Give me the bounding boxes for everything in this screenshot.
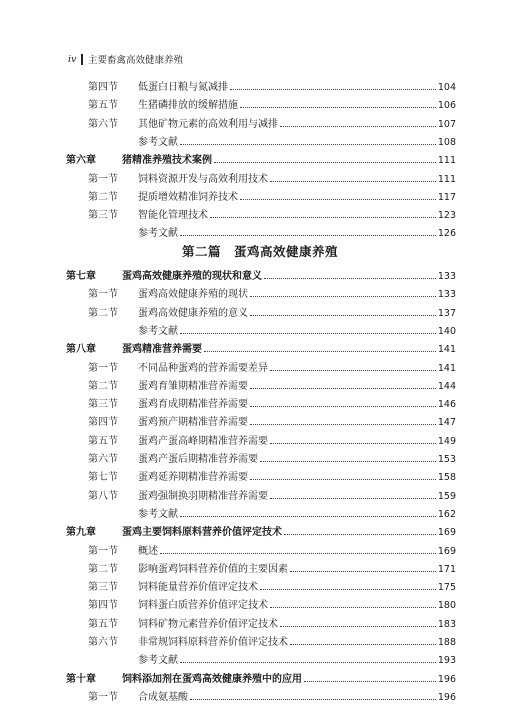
entry-number: 第六章: [66, 155, 96, 167]
entry-number: 第六节: [88, 637, 118, 648]
entry-title: 提质增效精准饲养技术: [138, 191, 238, 203]
toc-chapter-entry[interactable]: [66, 526, 456, 540]
entry-number: 第二节: [88, 191, 118, 203]
entry-number: 第一节: [88, 173, 118, 185]
toc-section-entry[interactable]: [88, 636, 456, 650]
entry-title: 低蛋白日粮与氮减排: [138, 82, 228, 93]
entry-number: 第五节: [88, 100, 118, 112]
entry-number: 第一节: [88, 362, 118, 374]
toc-section-entry[interactable]: [88, 545, 456, 559]
toc-chapter-entry[interactable]: [66, 154, 456, 168]
entry-number: 第二节: [88, 563, 118, 575]
dot-leader: [240, 199, 436, 200]
entry-title: 概述: [138, 545, 158, 557]
entry-page-number: 126: [437, 228, 456, 240]
entry-page-number: 159: [437, 490, 456, 502]
dot-leader: [204, 351, 436, 352]
toc-section-entry[interactable]: [88, 209, 456, 223]
entry-page-number: 140: [437, 325, 456, 337]
toc-section-entry[interactable]: [88, 490, 456, 504]
entry-page-number: 146: [437, 399, 456, 411]
toc-section-entry[interactable]: [88, 362, 456, 376]
entry-page-number: 133: [437, 271, 456, 282]
entry-number: 第一节: [88, 289, 118, 301]
running-header: [68, 52, 183, 66]
entry-number: 第一节: [88, 545, 118, 557]
entry-number: 第七节: [88, 472, 118, 484]
toc-section-entry[interactable]: [88, 380, 456, 394]
entry-title: 蛋鸡主要饲料原料营养价值评定技术: [122, 527, 282, 539]
entry-title: 蛋鸡高效健康养殖的现状和意义: [122, 271, 262, 282]
entry-page-number: 193: [437, 655, 456, 667]
toc-section-entry[interactable]: [88, 136, 456, 150]
entry-number: 第二节: [88, 307, 118, 319]
entry-number: 第四节: [88, 417, 118, 429]
entry-number: 第四节: [88, 82, 118, 93]
entry-title: 参考文献: [138, 136, 178, 148]
entry-page-number: 117: [437, 191, 456, 203]
entry-title: 智能化管理技术: [138, 210, 208, 222]
entry-title: 蛋鸡产蛋高峰期精准营养需要: [138, 435, 268, 447]
entry-title: 饲料资源开发与高效利用技术: [138, 173, 268, 185]
entry-number: 第三节: [88, 210, 118, 222]
dot-leader: [180, 662, 436, 663]
entry-title: 饲料矿物元素营养价值评定技术: [138, 618, 278, 630]
entry-page-number: 123: [437, 210, 456, 222]
entry-page-number: 169: [437, 527, 456, 539]
entry-page-number: 111: [437, 173, 456, 185]
toc-section-entry[interactable]: [88, 563, 456, 577]
entry-number: 第五节: [88, 435, 118, 447]
entry-title: 非常规饲料原料营养价值评定技术: [138, 637, 288, 648]
dot-leader: [270, 498, 436, 499]
toc-section-entry[interactable]: [88, 416, 456, 430]
entry-title: 生猪磷排放的缓解措施: [138, 100, 238, 112]
entry-number: 第八章: [66, 344, 96, 356]
dot-leader: [210, 217, 436, 218]
dot-leader: [250, 424, 436, 425]
entry-number: 第二节: [88, 380, 118, 392]
dot-leader: [190, 699, 436, 700]
toc-section-entry[interactable]: [88, 435, 456, 449]
entry-title: 蛋鸡预产期精准营养需要: [138, 417, 248, 429]
dot-leader: [260, 461, 436, 462]
entry-title: 参考文献: [138, 325, 178, 337]
entry-page-number: 162: [437, 508, 456, 520]
entry-page-number: 149: [437, 435, 456, 447]
dot-leader: [270, 370, 436, 371]
entry-title: 蛋鸡育雏期精准营养需要: [138, 380, 248, 392]
toc-section-entry[interactable]: [88, 618, 456, 632]
entry-title: 蛋鸡强制换羽期精准营养需要: [138, 490, 268, 502]
page-number: iv: [68, 53, 77, 65]
entry-page-number: 169: [437, 545, 456, 557]
dot-leader: [270, 181, 436, 182]
entry-title: 不同品种蛋鸡的营养需要差异: [138, 362, 268, 374]
entry-number: 第六节: [88, 118, 118, 130]
dot-leader: [180, 144, 436, 145]
toc-section-entry[interactable]: [88, 398, 456, 412]
entry-title: 蛋鸡高效健康养殖的意义: [138, 307, 248, 319]
entry-title: 饲料蛋白质营养价值评定技术: [138, 600, 268, 612]
entry-title: 影响蛋鸡饲料营养价值的主要因素: [138, 563, 288, 575]
entry-page-number: 107: [437, 118, 456, 130]
dot-leader: [280, 126, 436, 127]
header-divider: [81, 54, 83, 65]
entry-page-number: 141: [437, 344, 456, 356]
entry-page-number: 108: [437, 136, 456, 148]
entry-page-number: 196: [437, 673, 456, 685]
toc-section-entry[interactable]: [88, 599, 456, 613]
entry-number: 第六节: [88, 454, 118, 465]
toc-section-entry[interactable]: [88, 288, 456, 302]
toc-section-entry[interactable]: [88, 581, 456, 595]
toc-chapter-entry[interactable]: [66, 270, 456, 284]
toc-section-entry[interactable]: [88, 471, 456, 485]
entry-page-number: 137: [437, 307, 456, 319]
entry-title: 其他矿物元素的高效利用与减排: [138, 118, 278, 130]
toc-section-entry[interactable]: [88, 508, 456, 522]
part-heading: 第二篇 蛋鸡高效健康养殖: [181, 244, 338, 259]
toc-section-entry[interactable]: [88, 191, 456, 205]
dot-leader: [270, 443, 436, 444]
entry-title: 蛋鸡产蛋后期精准营养需要: [138, 454, 258, 465]
toc-chapter-entry[interactable]: [66, 673, 456, 687]
dot-leader: [264, 278, 436, 279]
entry-title: 蛋鸡高效健康养殖的现状: [138, 289, 248, 301]
dot-leader: [250, 315, 436, 316]
dot-leader: [290, 571, 436, 572]
entry-page-number: 175: [437, 582, 456, 594]
toc-section-entry[interactable]: [88, 654, 456, 668]
dot-leader: [250, 388, 436, 389]
dot-leader: [250, 479, 436, 480]
entry-title: 参考文献: [138, 508, 178, 520]
dot-leader: [280, 626, 436, 627]
entry-page-number: 183: [437, 618, 456, 630]
entry-number: 第九章: [66, 527, 96, 539]
entry-page-number: 147: [437, 417, 456, 429]
entry-page-number: 133: [437, 289, 456, 301]
dot-leader: [180, 333, 436, 334]
entry-title: 蛋鸡育成期精准营养需要: [138, 399, 248, 411]
entry-title: 参考文献: [138, 655, 178, 667]
dot-leader: [290, 644, 436, 645]
entry-page-number: 104: [437, 82, 456, 93]
entry-page-number: 106: [437, 100, 456, 112]
entry-page-number: 180: [437, 600, 456, 612]
dot-leader: [180, 235, 436, 236]
toc-section-entry[interactable]: [88, 99, 456, 113]
entry-number: 第五节: [88, 618, 118, 630]
entry-number: 第四节: [88, 600, 118, 612]
dot-leader: [214, 162, 436, 163]
entry-number: 第三节: [88, 399, 118, 411]
dot-leader: [180, 516, 436, 517]
toc-section-entry[interactable]: [88, 81, 456, 95]
dot-leader: [240, 107, 436, 108]
toc-section-entry[interactable]: [88, 325, 456, 339]
entry-page-number: 153: [437, 454, 456, 465]
entry-page-number: 141: [437, 362, 456, 374]
toc-chapter-entry[interactable]: [66, 343, 456, 357]
entry-page-number: 188: [437, 637, 456, 648]
entry-title: 蛋鸡延养期精准营养需要: [138, 472, 248, 484]
entry-title: 猪精准养殖技术案例: [122, 155, 212, 167]
dot-leader: [270, 607, 436, 608]
dot-leader: [250, 296, 436, 297]
dot-leader: [260, 589, 436, 590]
entry-number: 第一节: [88, 691, 118, 703]
toc-section-entry[interactable]: [88, 691, 456, 705]
entry-page-number: 144: [437, 380, 456, 392]
dot-leader: [160, 553, 436, 554]
entry-number: 第三节: [88, 582, 118, 594]
entry-number: 第八节: [88, 490, 118, 502]
entry-page-number: 158: [437, 472, 456, 484]
entry-title: 参考文献: [138, 228, 178, 240]
entry-page-number: 111: [437, 155, 456, 167]
entry-number: 第七章: [66, 271, 96, 282]
book-title: 主要畜禽高效健康养殖: [88, 55, 184, 66]
entry-title: 合成氨基酸: [138, 691, 188, 703]
entry-title: 饲料添加剂在蛋鸡高效健康养殖中的应用: [122, 673, 302, 685]
dot-leader: [284, 534, 436, 535]
entry-title: 饲料能量营养价值评定技术: [138, 582, 258, 594]
dot-leader: [250, 406, 436, 407]
dot-leader: [304, 681, 436, 682]
entry-page-number: 196: [437, 691, 456, 703]
toc-section-entry[interactable]: [88, 173, 456, 187]
entry-page-number: 171: [437, 563, 456, 575]
toc-section-entry[interactable]: [88, 453, 456, 467]
toc-section-entry[interactable]: [88, 227, 456, 241]
entry-title: 蛋鸡精准营养需要: [122, 344, 202, 356]
toc-section-entry[interactable]: [88, 118, 456, 132]
toc-section-entry[interactable]: [88, 307, 456, 321]
entry-number: 第十章: [66, 673, 96, 685]
dot-leader: [230, 89, 436, 90]
